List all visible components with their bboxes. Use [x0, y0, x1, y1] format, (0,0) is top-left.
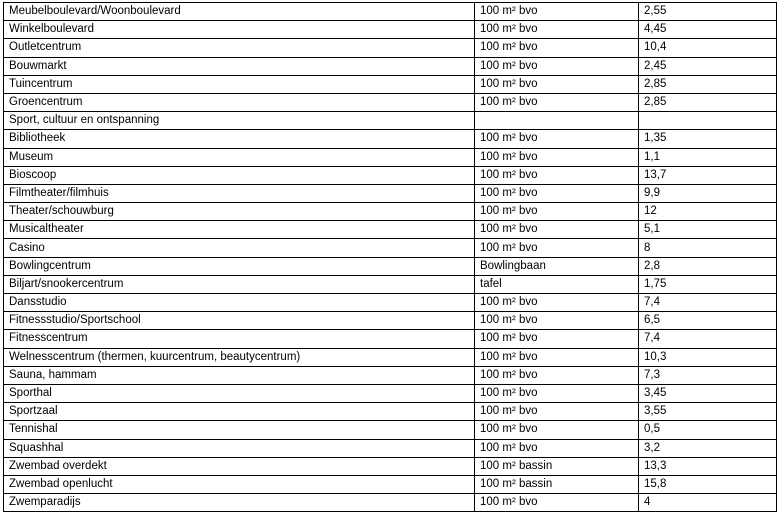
- table-row: [4, 221, 777, 239]
- table-row: [4, 75, 777, 93]
- value-cell: 2,85: [639, 93, 777, 111]
- value-cell: 15,8: [639, 475, 777, 493]
- value-cell: 2,55: [639, 3, 777, 21]
- table-row: [4, 184, 777, 202]
- facility-cell: Musicaltheater: [4, 221, 475, 239]
- value-cell: 1,75: [639, 275, 777, 293]
- unit-cell: 100 m² bvo: [475, 75, 639, 93]
- table-row: [4, 39, 777, 57]
- value-cell: 1,1: [639, 148, 777, 166]
- table-row: [4, 439, 777, 457]
- facility-cell: Tuincentrum: [4, 75, 475, 93]
- table-row: [4, 93, 777, 111]
- unit-cell: 100 m² bvo: [475, 21, 639, 39]
- unit-cell: 100 m² bvo: [475, 330, 639, 348]
- value-cell: 2,45: [639, 57, 777, 75]
- value-cell: 12: [639, 203, 777, 221]
- facility-cell: Fitnessstudio/Sportschool: [4, 312, 475, 330]
- facility-cell: Bioscoop: [4, 166, 475, 184]
- value-cell: 1,35: [639, 130, 777, 148]
- unit-cell: 100 m² bassin: [475, 475, 639, 493]
- table-row: [4, 421, 777, 439]
- facility-cell: Sporthal: [4, 384, 475, 402]
- unit-cell: 100 m² bvo: [475, 348, 639, 366]
- value-cell: 3,55: [639, 403, 777, 421]
- facility-cell: Welnesscentrum (thermen, kuurcentrum, beautycentrum): [4, 348, 475, 366]
- facility-cell: Bibliotheek: [4, 130, 475, 148]
- value-cell: 13,7: [639, 166, 777, 184]
- facility-cell: Museum: [4, 148, 475, 166]
- value-cell: 4: [639, 494, 777, 512]
- value-cell: 6,5: [639, 312, 777, 330]
- facility-cell: Sport, cultuur en ontspanning: [4, 112, 475, 130]
- unit-cell: 100 m² bvo: [475, 294, 639, 312]
- table-body: [4, 3, 777, 512]
- facility-cell: Meubelboulevard/Woonboulevard: [4, 3, 475, 21]
- facility-cell: Sauna, hammam: [4, 366, 475, 384]
- facility-cell: Outletcentrum: [4, 39, 475, 57]
- value-cell: 2,85: [639, 75, 777, 93]
- unit-cell: 100 m² bvo: [475, 148, 639, 166]
- table-row: [4, 21, 777, 39]
- value-cell: 3,2: [639, 439, 777, 457]
- facility-cell: Zwembad openlucht: [4, 475, 475, 493]
- unit-cell: 100 m² bvo: [475, 166, 639, 184]
- unit-cell: 100 m² bvo: [475, 3, 639, 21]
- value-cell: [639, 112, 777, 130]
- value-cell: 3,45: [639, 384, 777, 402]
- table-row: [4, 239, 777, 257]
- table-row: [4, 366, 777, 384]
- facility-cell: Sportzaal: [4, 403, 475, 421]
- table-row: [4, 403, 777, 421]
- unit-cell: 100 m² bassin: [475, 457, 639, 475]
- facility-cell: Biljart/snookercentrum: [4, 275, 475, 293]
- value-cell: 4,45: [639, 21, 777, 39]
- facility-cell: Zwemparadijs: [4, 494, 475, 512]
- table-row: [4, 275, 777, 293]
- table-row: [4, 3, 777, 21]
- table-row: [4, 294, 777, 312]
- unit-cell: 100 m² bvo: [475, 39, 639, 57]
- table-row: [4, 112, 777, 130]
- unit-cell: 100 m² bvo: [475, 312, 639, 330]
- table-row: [4, 257, 777, 275]
- value-cell: 8: [639, 239, 777, 257]
- unit-cell: 100 m² bvo: [475, 366, 639, 384]
- value-cell: 10,4: [639, 39, 777, 57]
- unit-cell: 100 m² bvo: [475, 184, 639, 202]
- unit-cell: 100 m² bvo: [475, 421, 639, 439]
- unit-cell: 100 m² bvo: [475, 203, 639, 221]
- unit-cell: 100 m² bvo: [475, 57, 639, 75]
- facility-cell: Bouwmarkt: [4, 57, 475, 75]
- unit-cell: 100 m² bvo: [475, 239, 639, 257]
- unit-cell: 100 m² bvo: [475, 93, 639, 111]
- unit-cell: 100 m² bvo: [475, 221, 639, 239]
- facility-cell: Filmtheater/filmhuis: [4, 184, 475, 202]
- value-cell: 9,9: [639, 184, 777, 202]
- table-row: [4, 384, 777, 402]
- table-row: [4, 457, 777, 475]
- table-row: [4, 475, 777, 493]
- value-cell: 13,3: [639, 457, 777, 475]
- unit-cell: tafel: [475, 275, 639, 293]
- unit-cell: 100 m² bvo: [475, 439, 639, 457]
- facility-cell: Squashhal: [4, 439, 475, 457]
- table-row: [4, 57, 777, 75]
- facility-cell: Fitnesscentrum: [4, 330, 475, 348]
- value-cell: 7,3: [639, 366, 777, 384]
- facility-cell: Dansstudio: [4, 294, 475, 312]
- unit-cell: [475, 112, 639, 130]
- value-cell: 2,8: [639, 257, 777, 275]
- table-row: [4, 203, 777, 221]
- facility-cell: Zwembad overdekt: [4, 457, 475, 475]
- value-cell: 10,3: [639, 348, 777, 366]
- unit-cell: 100 m² bvo: [475, 494, 639, 512]
- facility-cell: Groencentrum: [4, 93, 475, 111]
- unit-cell: 100 m² bvo: [475, 130, 639, 148]
- data-table: [3, 2, 777, 512]
- value-cell: 0,5: [639, 421, 777, 439]
- table-row: [4, 494, 777, 512]
- value-cell: 7,4: [639, 330, 777, 348]
- facility-cell: Tennishal: [4, 421, 475, 439]
- value-cell: 7,4: [639, 294, 777, 312]
- unit-cell: 100 m² bvo: [475, 384, 639, 402]
- table-row: [4, 148, 777, 166]
- table-row: [4, 348, 777, 366]
- table-row: [4, 166, 777, 184]
- facility-cell: Theater/schouwburg: [4, 203, 475, 221]
- unit-cell: Bowlingbaan: [475, 257, 639, 275]
- table-row: [4, 130, 777, 148]
- facility-cell: Casino: [4, 239, 475, 257]
- table-row: [4, 330, 777, 348]
- facility-cell: Winkelboulevard: [4, 21, 475, 39]
- table-row: [4, 312, 777, 330]
- facility-cell: Bowlingcentrum: [4, 257, 475, 275]
- value-cell: 5,1: [639, 221, 777, 239]
- unit-cell: 100 m² bvo: [475, 403, 639, 421]
